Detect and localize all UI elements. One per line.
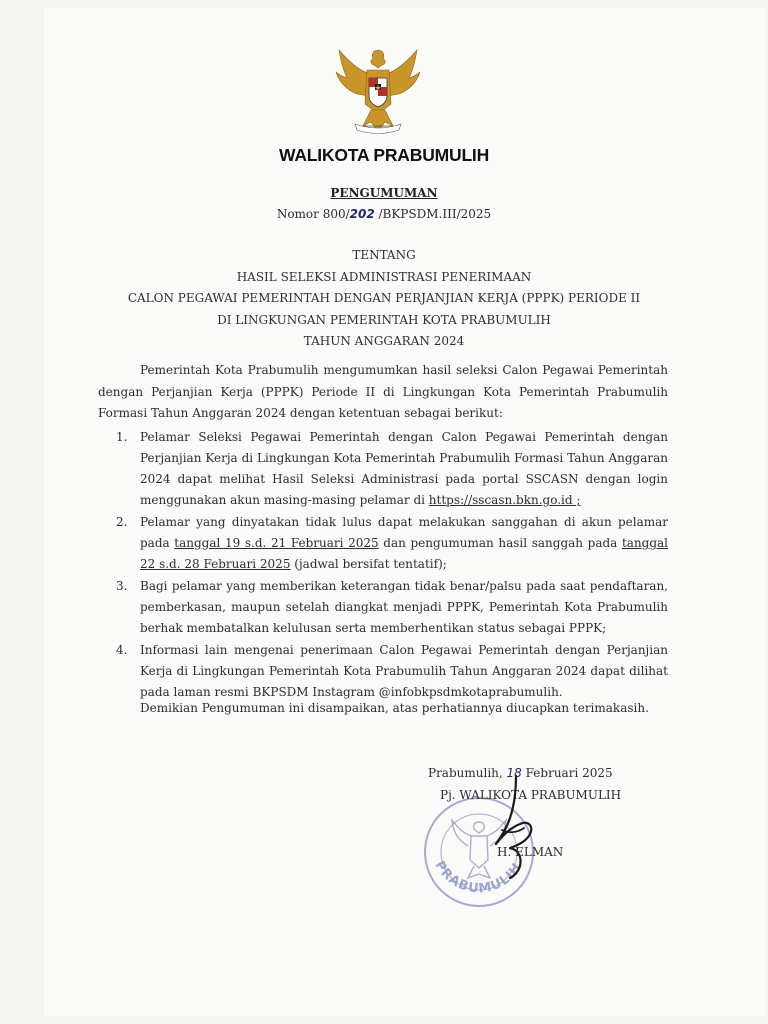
sig-day-handwritten: 18 <box>506 766 522 780</box>
provisions-list <box>116 427 668 704</box>
list-item-number: 1. <box>116 430 128 444</box>
number-suffix: /BKPSDM.III/2025 <box>374 207 492 221</box>
sig-month-year: Februari 2025 <box>525 766 613 780</box>
document-number <box>0 207 768 221</box>
list-item-number: 2. <box>116 515 128 529</box>
list-item-text: dan pengumuman hasil sanggah pada <box>378 536 622 550</box>
signatory-title: Pj. WALIKOTA PRABUMULIH <box>440 788 622 802</box>
closing-paragraph: Demikian Pengumuman ini disampaikan, atas perhatiannya diucapkan terimakasih. <box>140 701 649 715</box>
document-type <box>0 186 768 200</box>
list-item <box>116 640 668 703</box>
intro-paragraph: Pemerintah Kota Prabumulih mengumumkan hasil seleksi Calon Pegawai Pemerintah dengan Perjanjian Kerja (PPPK) Periode II di Lingkungan Kota Pemerintah Prabumulih Formasi Tahun Anggaran 2024 dengan ketentuan sebagai berikut: <box>98 363 668 420</box>
sscasn-link[interactable]: https://sscasn.bkn.go.id ; <box>428 493 581 507</box>
subject-line: TENTANG <box>352 248 416 262</box>
subject-line: TAHUN ANGGARAN 2024 <box>303 334 465 348</box>
number-handwritten: 202 <box>349 207 375 221</box>
subject-line: CALON PEGAWAI PEMERINTAH DENGAN PERJANJIAN KERJA (PPPK) PERIODE II <box>127 291 641 305</box>
number-prefix: Nomor 800/ <box>276 207 350 221</box>
list-item-text: Pelamar yang dinyatakan tidak lulus dapat melakukan sanggahan di akun pelamar pada <box>140 515 668 550</box>
list-item <box>116 512 668 575</box>
sig-place: Prabumulih, <box>428 766 503 780</box>
stamp-text: PRABUMULIH <box>431 858 526 897</box>
list-item-number: 3. <box>116 579 128 593</box>
signatory-name: H. ELMAN <box>497 845 564 859</box>
subject-line: HASIL SELEKSI ADMINISTRASI PENERIMAAN <box>236 269 532 284</box>
objection-result-period: tanggal 22 s.d. 28 Februari 2025 <box>140 536 668 571</box>
list-item-text: Pelamar Seleksi Pegawai Pemerintah dengan Calon Pegawai Pemerintah dengan Perjanjian Kerja di Lingkungan Kota Pemerintah Prabumulih Formasi Tahun Anggaran 2024 dapat melihat Hasil Seleksi Administrasi pada portal SSCASN dengan login menggunakan akun masing-masing pelamar di <box>140 430 668 507</box>
subject-line: DI LINGKUNGAN PEMERINTAH KOTA PRABUMULIH <box>217 312 551 327</box>
document-type-label: PENGUMUMAN <box>330 186 438 200</box>
handwritten-signature-icon <box>480 770 560 880</box>
list-item-number: 4. <box>116 643 128 657</box>
list-item <box>116 427 668 511</box>
objection-period: tanggal 19 s.d. 21 Februari 2025 <box>174 536 379 550</box>
garuda-pancasila-emblem-icon <box>333 44 423 138</box>
list-item-text: Bagi pelamar yang memberikan keterangan tidak benar/palsu pada saat pendaftaran, pemberkasan, maupun setelah diangkat menjadi PPPK, Pemerintah Kota Prabumulih berhak membatalkan kelulusan serta memberhentikan status sebagai PPPK; <box>140 579 668 635</box>
list-item-text: (jadwal bersifat tentatif); <box>290 557 447 571</box>
subject-block <box>0 245 768 353</box>
list-item <box>116 576 668 639</box>
issuer-title: WALIKOTA PRABUMULIH <box>278 145 490 165</box>
list-item-text: Informasi lain mengenai penerimaan Calon Pegawai Pemerintah dengan Perjanjian Kerja di Lingkungan Pemerintah Kota Prabumulih Tahun Anggaran 2024 dapat dilihat pada laman resmi BKPSDM Instagram @infobkpsdmkotaprabumulih. <box>140 643 668 699</box>
